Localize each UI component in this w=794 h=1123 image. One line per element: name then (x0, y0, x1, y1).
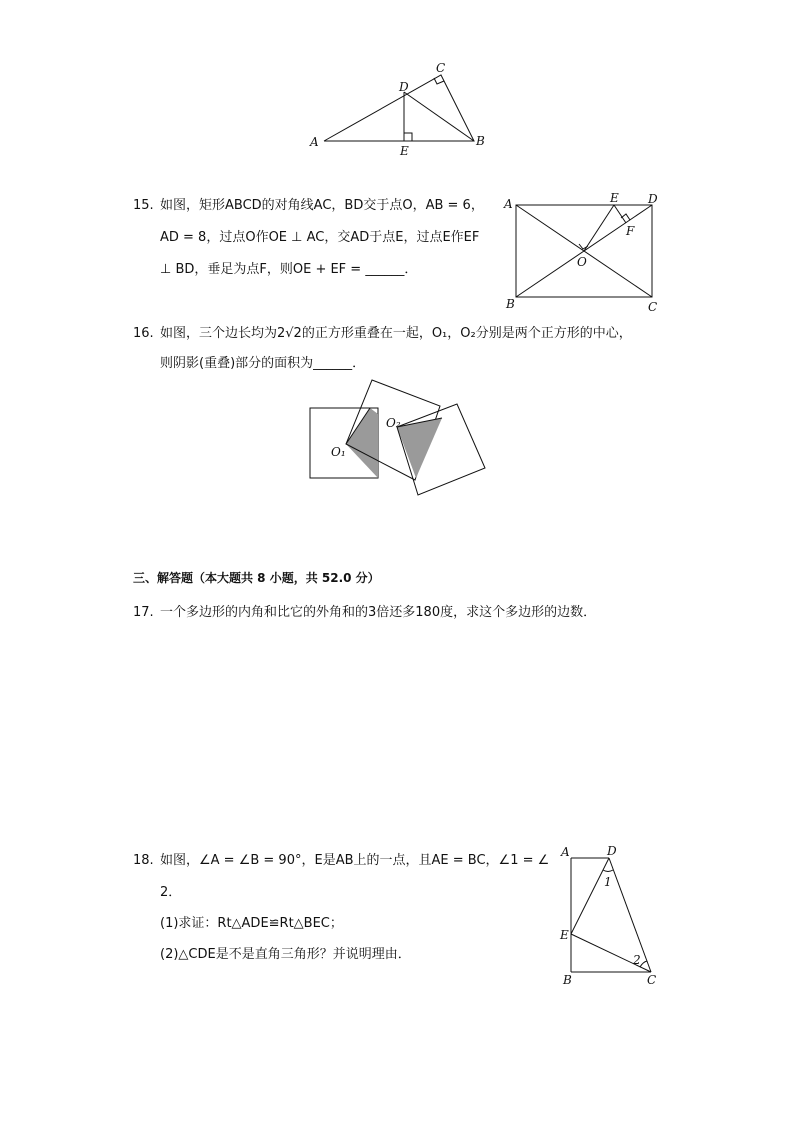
question-number-17: 17. (133, 605, 154, 620)
question-15-line-1: 如图，矩形ABCD的对角线AC，BD交于点O，AB = 6， (160, 198, 484, 213)
figure-q14 (300, 60, 500, 160)
label-d: D (399, 80, 409, 94)
label-f: F (626, 224, 635, 238)
question-18-part-1: (1)求证：Rt△ADE≌Rt△BEC； (160, 916, 343, 931)
question-18-part-2: (2)△CDE是不是直角三角形？并说明理由． (160, 947, 411, 962)
question-17-text: 一个多边形的内角和比它的外角和的3倍还多180度，求这个多边形的边数． (160, 605, 597, 620)
figure-q15-rectangle (498, 188, 668, 316)
question-18-line-2: 2． (160, 885, 182, 900)
label-a: A (310, 135, 319, 149)
label-a: A (561, 845, 570, 859)
angle-label-2: 2 (633, 953, 641, 967)
label-e: E (610, 191, 619, 205)
section-title: 三、解答题（本大题共 8 小题，共 52.0 分） (133, 571, 380, 585)
question-16-line-1: 如图，三个边长均为2√2的正方形重叠在一起，O₁，O₂分别是两个正方形的中心， (160, 326, 632, 341)
label-o2: O₂ (386, 416, 401, 430)
label-o1: O₁ (331, 445, 346, 459)
label-e: E (400, 144, 409, 158)
label-c: C (647, 973, 657, 987)
figure-q18-trapezoid (555, 842, 665, 992)
label-b: B (563, 973, 572, 987)
label-c: C (436, 61, 446, 75)
question-18-line-1: 如图，∠A = ∠B = 90°，E是AB上的一点，且AE = BC，∠1 = ∠ (160, 853, 550, 868)
label-d: D (607, 844, 617, 858)
question-15-line-3: ⊥ BD，垂足为点F，则OE + EF = ______． (160, 262, 418, 277)
label-b: B (506, 297, 515, 311)
question-16-line-2: 则阴影(重叠)部分的面积为______． (160, 356, 366, 371)
label-d: D (648, 192, 658, 206)
label-c: C (648, 300, 658, 314)
label-e: E (560, 928, 569, 942)
question-number-16: 16. (133, 326, 154, 341)
figure-q16-squares (300, 370, 500, 505)
question-number-18: 18. (133, 853, 154, 868)
question-15-line-2: AD = 8，过点O作OE ⊥ AC，交AD于点E，过点E作EF (160, 230, 480, 245)
label-o: O (577, 255, 587, 269)
label-a: A (504, 197, 513, 211)
question-number-15: 15. (133, 198, 154, 213)
label-b: B (476, 134, 485, 148)
angle-label-1: 1 (604, 875, 612, 889)
